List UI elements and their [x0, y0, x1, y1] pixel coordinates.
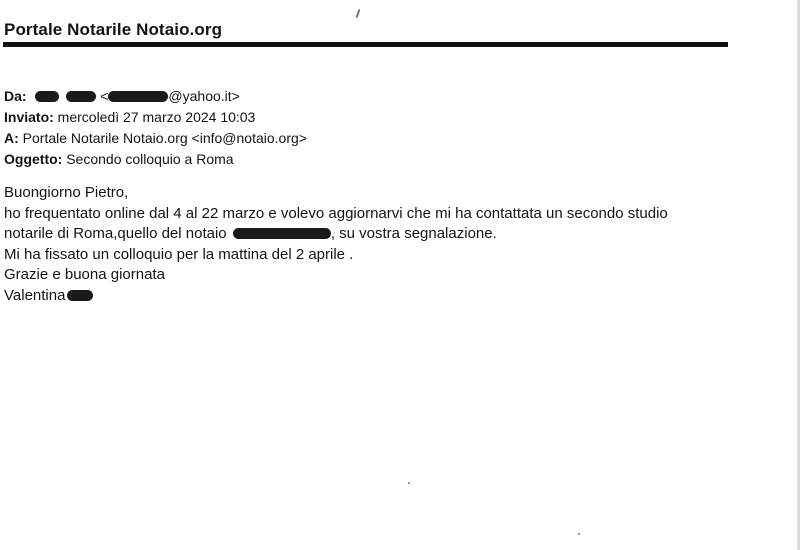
- sent-row: [4, 107, 307, 128]
- email-body: [4, 183, 668, 306]
- greeting: Buongiorno Pietro,: [4, 184, 129, 201]
- scan-speck: [356, 9, 361, 18]
- from-domain: @yahoo.it>: [168, 88, 240, 104]
- scan-speck: [578, 533, 580, 535]
- body-line-4: Grazie e buona giornata: [4, 266, 165, 283]
- subject-value: Secondo colloquio a Roma: [66, 151, 234, 167]
- sent-label: Inviato:: [4, 109, 54, 125]
- header-rule: [3, 42, 728, 47]
- email-header: [4, 86, 307, 170]
- redacted-first-name: [35, 91, 59, 102]
- subject-row: [4, 149, 307, 170]
- scan-speck: [408, 482, 410, 484]
- body-line-1: ho frequentato online dal 4 al 22 marzo e volevo aggiornarvi che mi ha contattata un secondo studio: [4, 204, 668, 222]
- to-value: Portale Notarile Notaio.org <info@notaio.org>: [22, 130, 307, 146]
- signature: [4, 286, 668, 307]
- from-open-bracket: <: [100, 88, 109, 104]
- body-line-2: [4, 224, 668, 245]
- to-label: A:: [4, 130, 19, 146]
- signature-first-name: Valentina: [4, 286, 66, 304]
- body-line-3: Mi ha fissato un colloquio per la mattina del 2 aprile .: [4, 245, 354, 263]
- body-line-2-start: notarile di Roma,quello del notaio: [4, 225, 227, 242]
- redacted-signature-surname: [67, 290, 93, 301]
- brand-title: Portale Notarile Notaio.org: [4, 20, 223, 39]
- from-row: [4, 86, 307, 107]
- redacted-notary-name: [233, 228, 331, 239]
- from-label: Da:: [4, 88, 27, 104]
- redacted-last-name: [66, 91, 96, 102]
- sent-value: mercoledì 27 marzo 2024 10:03: [57, 109, 256, 125]
- body-line-2-end: , su vostra segnalazione.: [330, 225, 497, 242]
- redacted-email-user: [108, 91, 168, 102]
- subject-label: Oggetto:: [4, 151, 63, 167]
- to-row: [4, 128, 307, 149]
